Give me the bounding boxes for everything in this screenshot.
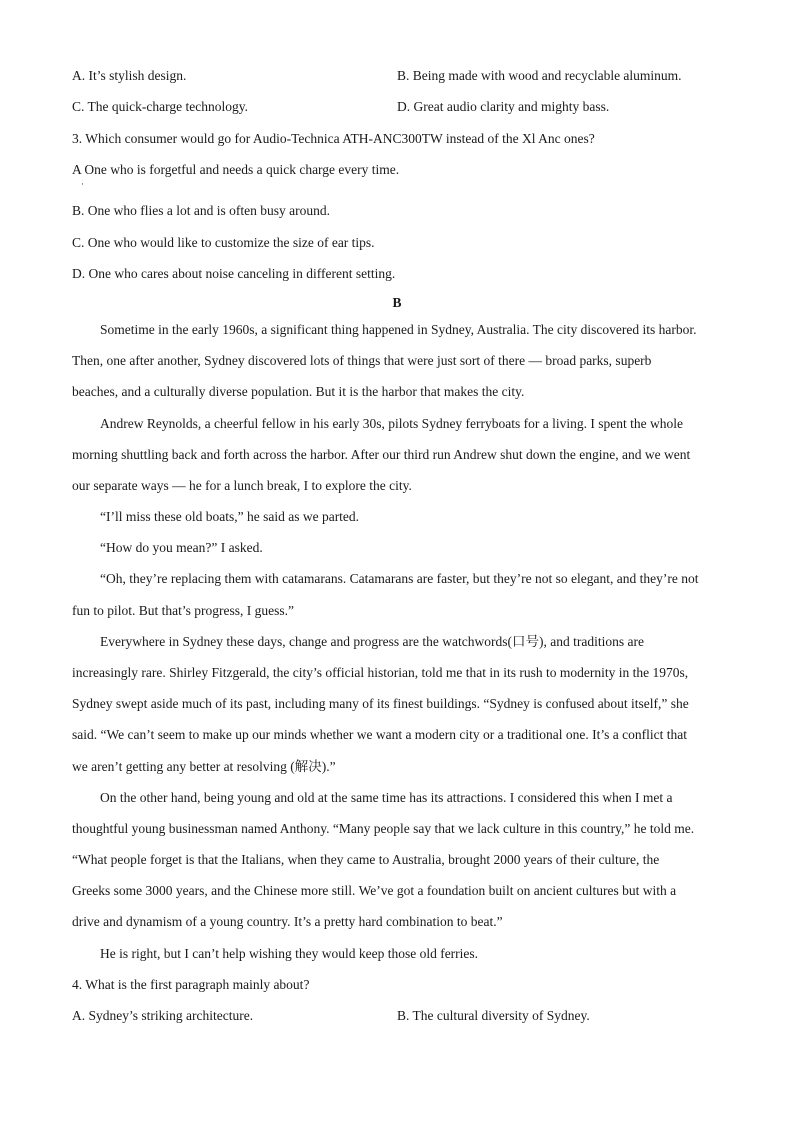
passage-line: “I’ll miss these old boats,” he said as we parted.: [100, 509, 360, 524]
passage-line: said. “We can’t seem to make up our minds whether we want a modern city or a traditional one. It’s a conflict that: [72, 727, 687, 742]
passage-line: Greeks some 3000 years, and the Chinese more still. We’ve got a foundation built on ancient cultures but with a: [72, 883, 677, 898]
q2-option-a: A. It’s stylish design.: [72, 68, 187, 83]
passage-line: Sydney swept aside much of its past, including many of its finest buildings. “Sydney is confused about itself,” she: [72, 696, 689, 711]
q3-option-d: D. One who cares about noise canceling in different setting.: [72, 266, 396, 281]
passage-line: our separate ways — he for a lunch break, I to explore the city.: [72, 478, 412, 493]
q3-option-c: C. One who would like to customize the size of ear tips.: [72, 235, 375, 250]
passage-line: Then, one after another, Sydney discovered lots of things that were just sort of there — broad parks, superb: [72, 353, 652, 368]
section-title: B: [392, 295, 402, 310]
passage-line: Andrew Reynolds, a cheerful fellow in his early 30s, pilots Sydney ferryboats for a living. I spent the whole: [100, 416, 683, 431]
passage-line: On the other hand, being young and old at the same time has its attractions. I considered this when I met a: [100, 790, 673, 805]
q3-question: 3. Which consumer would go for Audio-Technica ATH-ANC300TW instead of the Xl Anc ones?: [72, 131, 595, 146]
q2-option-c: C. The quick-charge technology.: [72, 99, 248, 114]
passage-line: He is right, but I can’t help wishing they would keep those old ferries.: [100, 946, 479, 961]
q2-option-d: D. Great audio clarity and mighty bass.: [397, 99, 610, 114]
q3-option-a-mark: ·: [81, 179, 84, 189]
q2-option-b: B. Being made with wood and recyclable aluminum.: [397, 68, 682, 83]
q3-option-b: B. One who flies a lot and is often busy around.: [72, 203, 330, 218]
passage-line: morning shuttling back and forth across the harbor. After our third run Andrew shut down the engine, and we went: [72, 447, 691, 462]
passage-line: beaches, and a culturally diverse population. But it is the harbor that makes the city.: [72, 384, 525, 399]
passage-line: drive and dynamism of a young country. It’s a pretty hard combination to beat.”: [72, 914, 503, 929]
passage-line: Everywhere in Sydney these days, change and progress are the watchwords(口号), and traditions are: [100, 634, 644, 649]
passage-line: “How do you mean?” I asked.: [100, 540, 263, 555]
q4-option-a: A. Sydney’s striking architecture.: [72, 1008, 254, 1023]
q3-option-a: A One who is forgetful and needs a quick charge every time.: [72, 162, 400, 177]
q4-question: 4. What is the first paragraph mainly about?: [72, 977, 310, 992]
passage-line: increasingly rare. Shirley Fitzgerald, the city’s official historian, told me that in its rush to modernity in the 1970s,: [72, 665, 689, 680]
passage-line: “What people forget is that the Italians, when they came to Australia, brought 2000 years of their culture, the: [72, 852, 660, 867]
passage-line: thoughtful young businessman named Anthony. “Many people say that we lack culture in this country,” he told me.: [72, 821, 695, 836]
passage-line: we aren’t getting any better at resolving (解决).”: [72, 759, 336, 774]
passage-line: Sometime in the early 1960s, a significant thing happened in Sydney, Australia. The city discovered its harbor.: [100, 322, 697, 337]
passage-line: “Oh, they’re replacing them with catamarans. Catamarans are faster, but they’re not so elegant, and they’re not: [100, 571, 699, 586]
q4-option-b: B. The cultural diversity of Sydney.: [397, 1008, 590, 1023]
passage-line: fun to pilot. But that’s progress, I guess.”: [72, 603, 294, 618]
